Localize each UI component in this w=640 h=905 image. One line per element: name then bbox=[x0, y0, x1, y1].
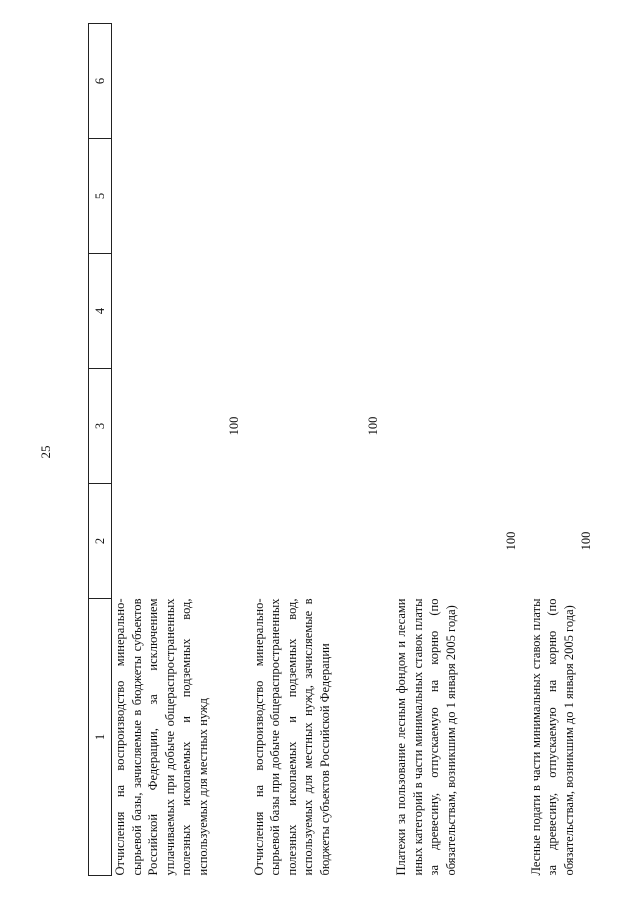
row-value-col4 bbox=[112, 254, 243, 369]
table-row bbox=[112, 24, 243, 876]
row-spacer bbox=[243, 24, 251, 876]
row-value-col6 bbox=[112, 24, 243, 139]
row-value-col4 bbox=[251, 254, 382, 369]
row-description: Платежи за пользование лесным фондом и лесами иных категорий в части минимальных ставок платы за древесину, отпускаемую на корню (по обязательствам, возникшим до 1 января 2005 года) bbox=[394, 598, 458, 876]
row-description: Лесные подати в части минимальных ставок платы за древесину, отпускаемую на корню (по обязательствам, возникшим до 1 января 2005 года) bbox=[528, 598, 576, 876]
budget-allocation-table bbox=[88, 23, 594, 876]
row-value-col2 bbox=[112, 484, 243, 599]
row-value-col5 bbox=[251, 139, 382, 254]
row-description: Отчисления на воспроизводство минерально-сырьевой базы при добыче общераспространенных полезных ископаемых и подземных вод, используемых для местных нужд, зачисляемые в бюджеты субъектов Российской Федерации bbox=[251, 598, 332, 876]
table-row bbox=[389, 24, 520, 876]
column-header-5: 5 bbox=[89, 139, 112, 254]
row-value-col6 bbox=[389, 24, 520, 139]
row-value-col3 bbox=[389, 369, 520, 484]
page-number: 25 bbox=[38, 445, 53, 459]
table-row bbox=[528, 24, 595, 876]
row-value-col2 bbox=[251, 484, 382, 599]
row-value-col4 bbox=[389, 254, 520, 369]
header-row bbox=[89, 24, 112, 876]
column-header-4: 4 bbox=[89, 254, 112, 369]
row-value-col2: 100 bbox=[578, 531, 593, 551]
row-description: Отчисления на воспроизводство минерально-сырьевой базы, зачисляемые в бюджеты субъектов Российской Федерации, за исключением уплачиваемых при добыче общераспространенных полезных ископаемых и подземных вод, используемых для местных нужд bbox=[113, 598, 210, 876]
row-value-col3: 100 bbox=[365, 416, 380, 436]
row-value-col5 bbox=[112, 139, 243, 254]
row-spacer bbox=[381, 24, 389, 876]
column-header-6: 6 bbox=[89, 24, 112, 139]
column-header-2: 2 bbox=[89, 484, 112, 599]
row-value-col6 bbox=[528, 24, 595, 139]
row-spacer bbox=[520, 24, 528, 876]
table-row bbox=[251, 24, 382, 876]
column-header-1: 1 bbox=[89, 599, 112, 876]
row-value-col2: 100 bbox=[504, 531, 518, 551]
column-header-3: 3 bbox=[89, 369, 112, 484]
row-value-col4 bbox=[528, 254, 595, 369]
row-value-col3: 100 bbox=[227, 416, 241, 436]
row-value-col3 bbox=[528, 369, 595, 484]
rotated-page-content bbox=[88, 24, 621, 876]
row-value-col6 bbox=[251, 24, 382, 139]
row-value-col5 bbox=[389, 139, 520, 254]
row-value-col5 bbox=[528, 139, 595, 254]
